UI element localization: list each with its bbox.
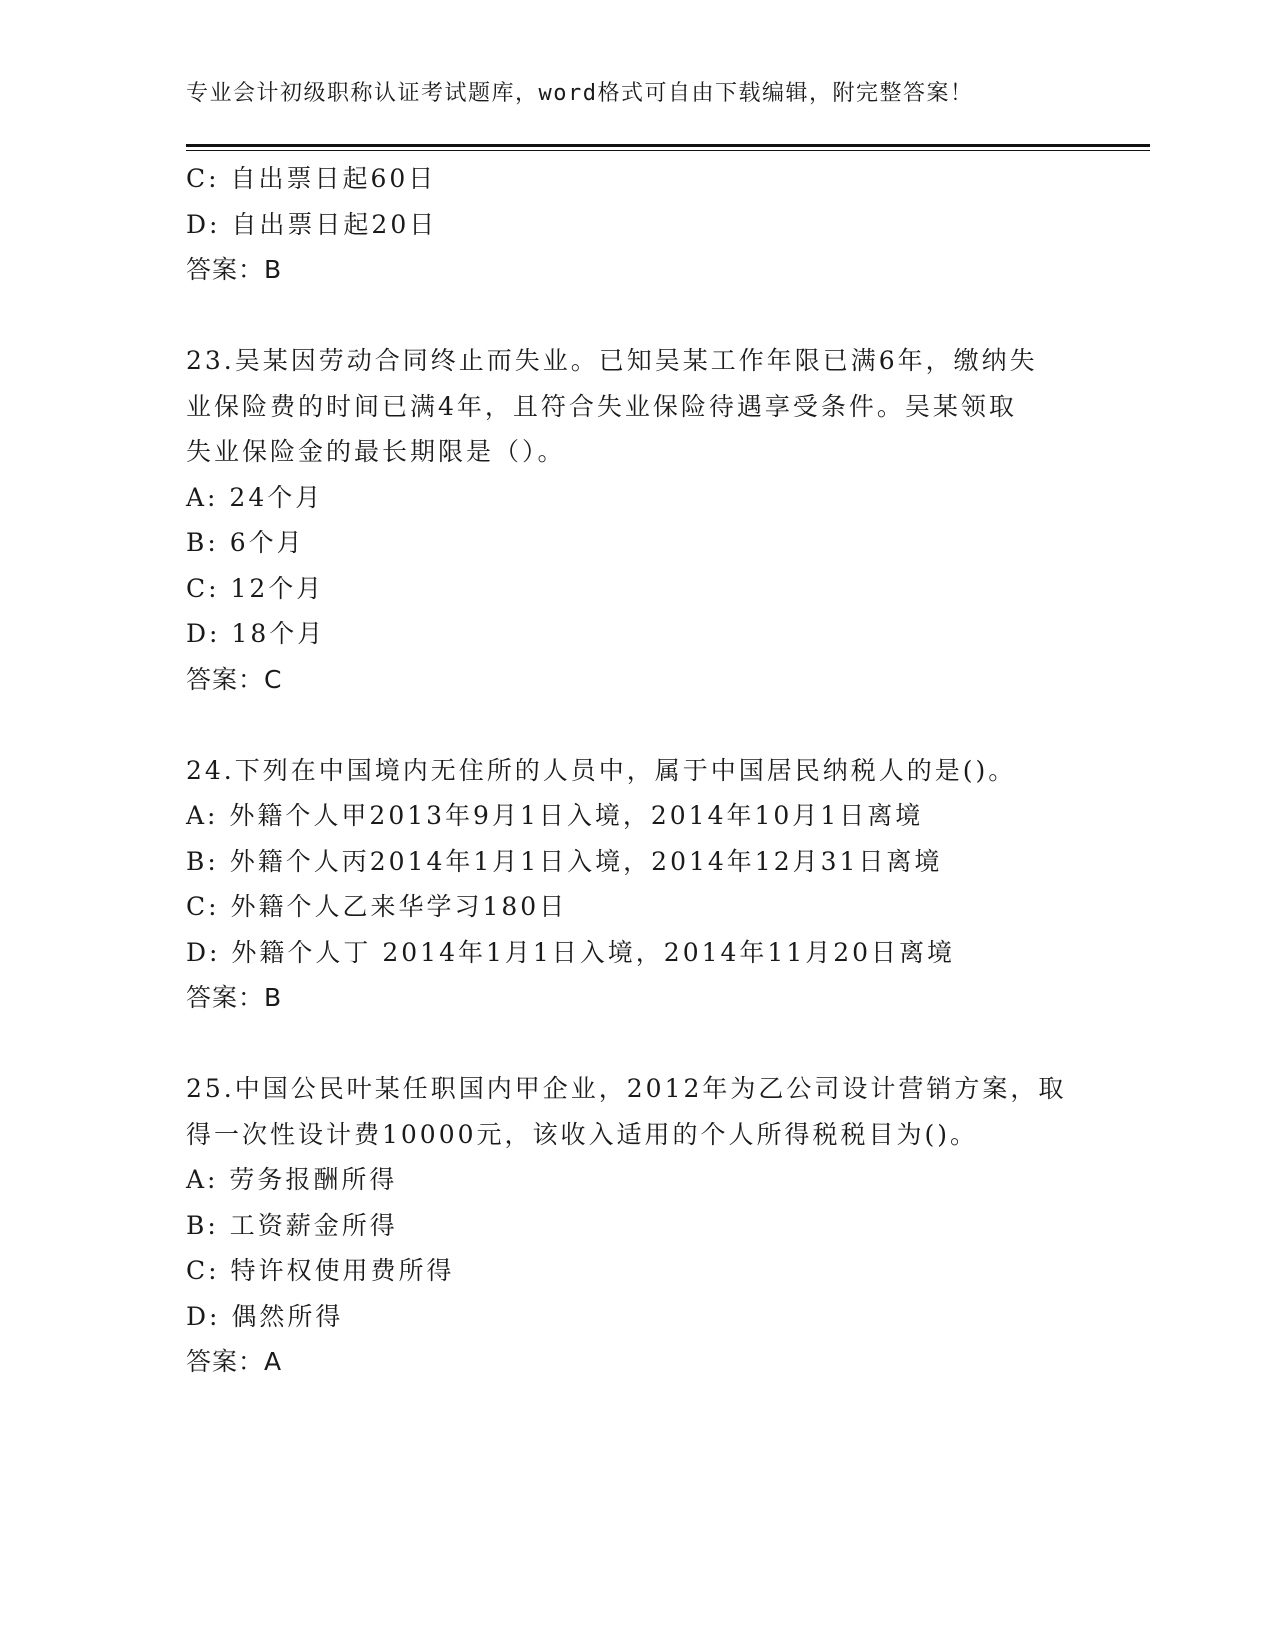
option-c: C: 自出票日起60日 xyxy=(186,164,437,193)
question-23 xyxy=(186,338,1086,702)
question-text: 失业保险金的最长期限是（）。 xyxy=(186,437,566,466)
page-header: 专业会计初级职称认证考试题库，word格式可自由下载编辑，附完整答案！ xyxy=(186,81,974,106)
header-rule-thick xyxy=(186,144,1150,147)
question-text: 24.下列在中国境内无住所的人员中，属于中国居民纳税人的是()。 xyxy=(186,755,1017,785)
question-text: 得一次性设计费10000元，该收入适用的个人所得税税目为()。 xyxy=(186,1119,979,1149)
spacer xyxy=(186,1021,1086,1067)
option-a: A: 外籍个人甲2013年9月1日入境，2014年10月1日离境 xyxy=(186,801,924,830)
question-24 xyxy=(186,748,1086,1021)
option-b: B: 6个月 xyxy=(186,528,305,557)
answer: 答案：A xyxy=(186,1347,283,1376)
spacer xyxy=(186,293,1086,339)
header-rule-thin xyxy=(186,150,1150,151)
option-d: D: 自出票日起20日 xyxy=(186,209,438,239)
answer: 答案：B xyxy=(186,983,283,1012)
option-a: A: 劳务报酬所得 xyxy=(186,1165,398,1194)
question-text: 25.中国公民叶某任职国内甲企业，2012年为乙公司设计营销方案，取 xyxy=(186,1074,1067,1103)
option-d: D: 偶然所得 xyxy=(186,1301,344,1331)
spacer xyxy=(186,702,1086,748)
question-text: 23.吴某因劳动合同终止而失业。已知吴某工作年限已满6年，缴纳失 xyxy=(186,346,1038,375)
answer: 答案：C xyxy=(186,664,283,694)
option-b: B: 工资薪金所得 xyxy=(186,1210,398,1240)
answer: 答案：B xyxy=(186,255,283,284)
option-d: D: 外籍个人丁 2014年1月1日入境，2014年11月20日离境 xyxy=(186,937,956,967)
question-text: 业保险费的时间已满4年，且符合失业保险待遇享受条件。吴某领取 xyxy=(186,391,1017,421)
option-a: A: 24个月 xyxy=(186,482,324,512)
option-b: B: 外籍个人丙2014年1月1日入境，2014年12月31日离境 xyxy=(186,846,943,876)
option-c: C: 特许权使用费所得 xyxy=(186,1256,455,1285)
option-d: D: 18个月 xyxy=(186,619,326,648)
question-content xyxy=(186,156,1086,1385)
option-c: C: 外籍个人乙来华学习180日 xyxy=(186,892,568,921)
option-c: C: 12个月 xyxy=(186,573,325,603)
question-25 xyxy=(186,1066,1086,1385)
